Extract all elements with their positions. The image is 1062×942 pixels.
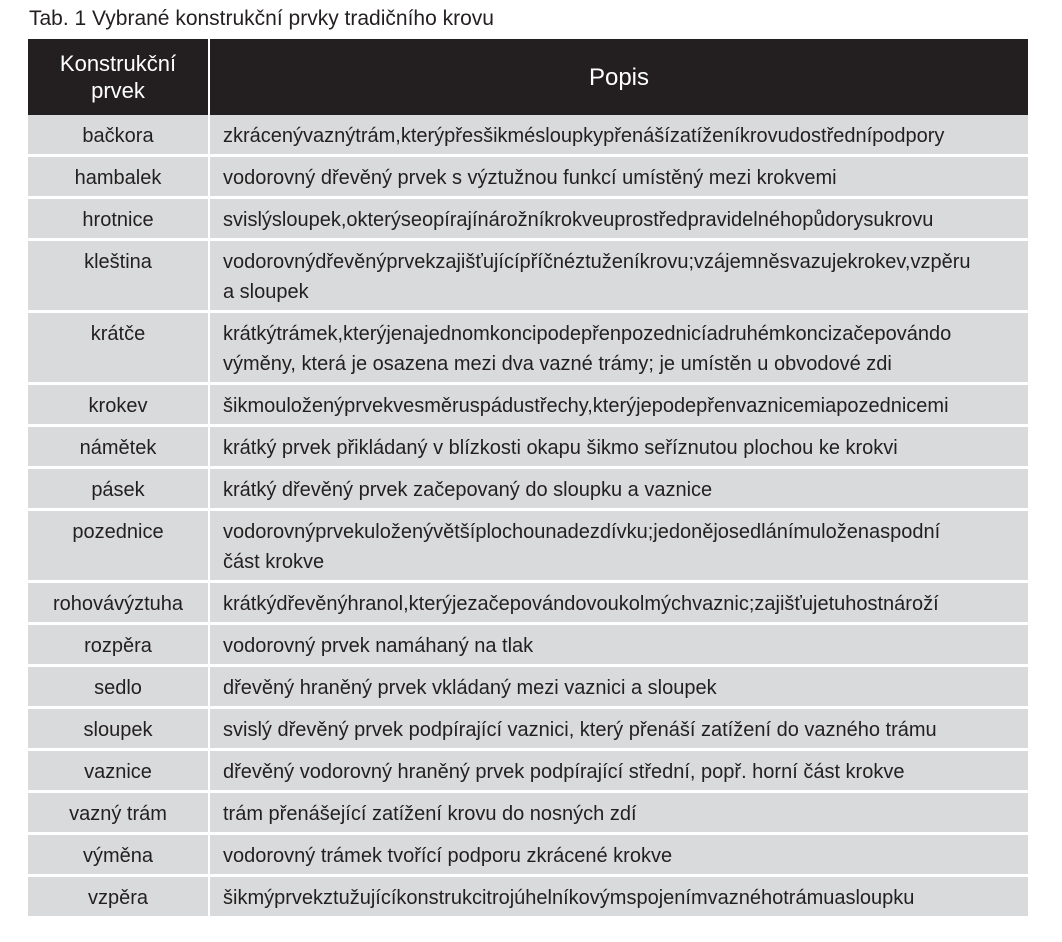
table-body (28, 115, 1028, 916)
column-header-element-line1: Konstrukční (59, 51, 177, 76)
description-cell (209, 666, 1028, 708)
element-name-cell: vazný trám (28, 792, 209, 834)
description-cell (209, 708, 1028, 750)
element-name-cell: kleština (28, 240, 209, 312)
description-line: šikmouloženýprvekvesměruspádustřechy,kterýjepodepřenvaznicemiapozednicemi (223, 395, 949, 417)
table-row (28, 876, 1028, 917)
description-line: vodorovný trámek tvořící podporu zkrácené krokve (223, 845, 673, 867)
table-row (28, 115, 1028, 156)
table-row (28, 834, 1028, 876)
table-row (28, 426, 1028, 468)
description-line: krátký dřevěný prvek začepovaný do sloupku a vaznice (223, 479, 713, 501)
description-cell (209, 468, 1028, 510)
table-row (28, 384, 1028, 426)
element-name-cell: sloupek (28, 708, 209, 750)
description-cell (209, 156, 1028, 198)
element-name-cell: pozednice (28, 510, 209, 582)
table-row (28, 750, 1028, 792)
description-line: část krokve (223, 551, 325, 573)
description-cell (209, 312, 1028, 384)
element-name-cell: krokev (28, 384, 209, 426)
description-cell (209, 384, 1028, 426)
table-row (28, 312, 1028, 384)
element-name-cell: hambalek (28, 156, 209, 198)
element-name-cell: bačkora (28, 115, 209, 156)
description-line: vodorovný dřevěný prvek s výztužnou funkcí umístěný mezi krokvemi (223, 167, 837, 189)
table-row (28, 468, 1028, 510)
description-cell (209, 115, 1028, 156)
description-line: krátký prvek přikládaný v blízkosti okapu šikmo seříznutou plochou ke krokvi (223, 437, 898, 459)
description-line: svislý dřevěný prvek podpírající vaznici, který přenáší zatížení do vazného trámu (223, 719, 937, 741)
element-name-cell: hrotnice (28, 198, 209, 240)
description-line: vodorovnýdřevěnýprvekzajišťujícípříčnéztuženíkrovu;vzájemněsvazujekrokev,vzpěru (223, 251, 971, 273)
description-cell (209, 240, 1028, 312)
element-name-cell: sedlo (28, 666, 209, 708)
description-line: a sloupek (223, 281, 309, 303)
description-line: krátkýdřevěnýhranol,kterýjezačepovándovoukolmýchvaznic;zajišťujetuhostnároží (223, 593, 939, 615)
description-cell (209, 624, 1028, 666)
element-name-cell: krátče (28, 312, 209, 384)
table-row (28, 198, 1028, 240)
description-line: dřevěný hraněný prvek vkládaný mezi vaznici a sloupek (223, 677, 717, 699)
description-cell (209, 198, 1028, 240)
element-name-cell: vzpěra (28, 876, 209, 917)
description-cell (209, 510, 1028, 582)
description-line: výměny, která je osazena mezi dva vazné trámy; je umístěn u obvodové zdi (223, 353, 892, 375)
element-name-cell: vaznice (28, 750, 209, 792)
table-row (28, 708, 1028, 750)
description-line: šikmýprvekztužujícíkonstrukcitrojúhelníkovýmspojenímvaznéhotrámuasloupku (223, 887, 915, 909)
description-cell (209, 876, 1028, 917)
element-name-cell: rohovávýztuha (28, 582, 209, 624)
table-header-row (28, 39, 1028, 115)
roof-elements-table (28, 39, 1028, 916)
description-line: vodorovnýprvekuloženývětšíplochounadezdívku;jedonějosedlánímuloženaspodní (223, 521, 941, 543)
table-row (28, 624, 1028, 666)
column-header-element-line2: prvek (91, 78, 145, 103)
table-caption: Tab. 1 Vybrané konstrukční prvky tradičního krovu (29, 7, 494, 30)
description-line: trám přenášející zatížení krovu do nosných zdí (223, 803, 637, 825)
description-cell (209, 582, 1028, 624)
description-cell (209, 750, 1028, 792)
element-name-cell: výměna (28, 834, 209, 876)
description-cell (209, 426, 1028, 468)
table-row (28, 582, 1028, 624)
table-row (28, 156, 1028, 198)
description-line: svislýsloupek,okterýseopírajínárožníkrokveuprostředpravidelnéhopůdorysukrovu (223, 209, 934, 231)
description-line: krátkýtrámek,kterýjenajednomkoncipodepřenpozednicíadruhémkoncizačepovándo (223, 323, 952, 345)
element-name-cell: rozpěra (28, 624, 209, 666)
column-header-element (28, 39, 209, 115)
table-row (28, 792, 1028, 834)
description-line: zkrácenývaznýtrám,kterýpřesšikmésloupkypřenášízatíženíkrovudostřednípodpory (223, 125, 945, 147)
element-name-cell: pásek (28, 468, 209, 510)
table-row (28, 510, 1028, 582)
element-name-cell: námětek (28, 426, 209, 468)
description-cell (209, 792, 1028, 834)
column-header-description: Popis (209, 39, 1028, 115)
table-row (28, 666, 1028, 708)
description-cell (209, 834, 1028, 876)
description-line: dřevěný vodorovný hraněný prvek podpírající střední, popř. horní část krokve (223, 761, 905, 783)
table-row (28, 240, 1028, 312)
description-line: vodorovný prvek namáhaný na tlak (223, 635, 534, 657)
